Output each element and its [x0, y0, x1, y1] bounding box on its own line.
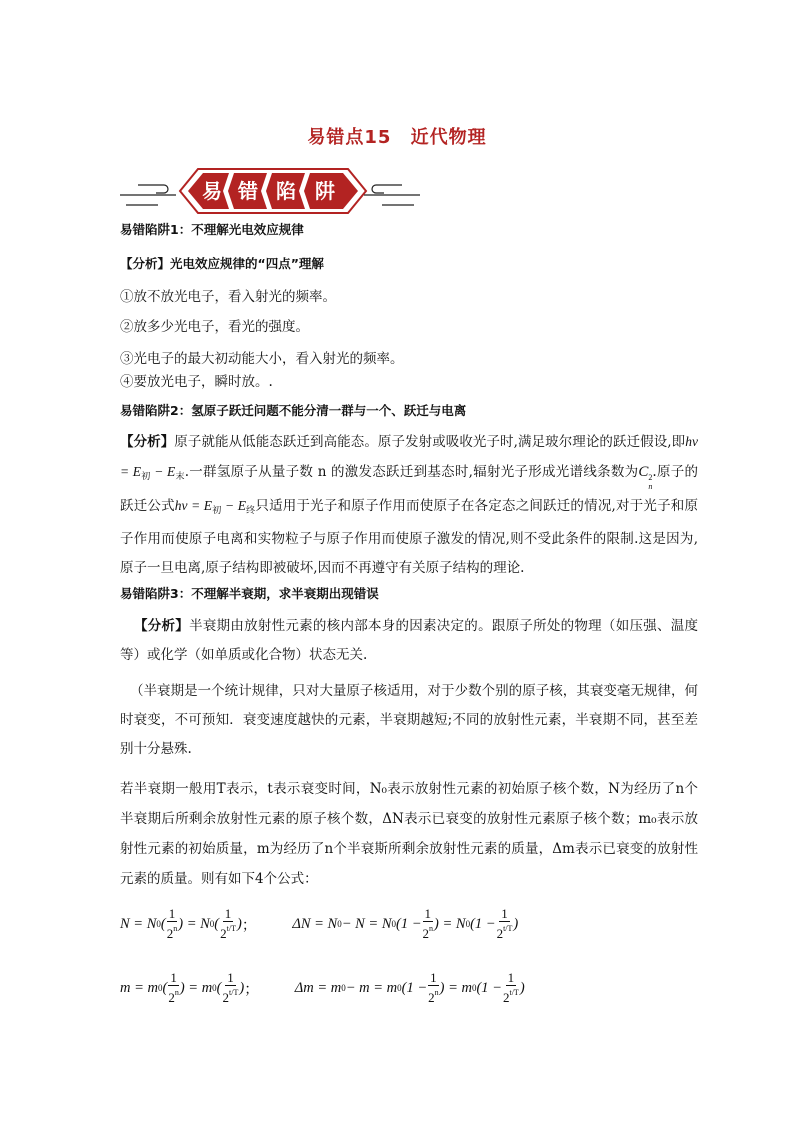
trap2-analysis-label: 【分析】: [120, 434, 175, 450]
formula-atom-count: N = N 0 ( $\frac{1}{2^n}$ ) = N 0 ( $\frac{1}{2^{t/T}}$ ) ； ΔN = N 0 − N = N 0 (1 − $\frac{1}{2^n}$ ) = N 0 (1 − $\frac{1}{2^{t/T}}$ ): [120, 906, 519, 941]
trap1-point-3: ③光电子的最大初动能大小，看入射光的频率。: [120, 351, 404, 367]
trap3-paragraph-2: （半衰期是一个统计规律，只对大量原子核适用，对于少数个别的原子核，其衰变毫无规律，何时衰变，不可预知．衰变速度越快的元素，半衰期越短;不同的放射性元素，半衰期不同，甚至差别十分悬殊.: [120, 683, 698, 757]
trap1-point-1: ①放不放光电子，看入射光的频率。: [120, 289, 336, 305]
trap2-formula-2: $h\nu = E_初 - E_终$: [174, 498, 256, 515]
formula-mass: m = m 0 ( $\frac{1}{2^n}$ ) = m 0 ( $\frac{1}{2^{t/T}}$ ) ； Δm = m 0 − m = m 0 (1 − $\frac{1}{2^n}$ ) = m 0 (1 − $\frac{1}{2^{t/T}}$ ): [120, 970, 525, 1005]
trap2-text-3: .一群氢原子从量子数 n 的激发态跃迁到基态时,辐射光子形成光谱线条数为: [184, 464, 639, 480]
trap1-heading: 易错陷阱1：不理解光电效应规律: [120, 222, 304, 237]
banner-char-1: 易: [202, 179, 222, 203]
trap2-text-2: 即: [671, 434, 686, 450]
title-topic: 近代物理: [410, 127, 487, 148]
banner-decoration-right: [364, 185, 420, 205]
trap3-analysis-label: 【分析】: [134, 618, 190, 634]
banner-char-2: 错: [238, 179, 258, 203]
trap-banner: [118, 163, 422, 221]
trap3-paragraph-3: 若半衰期一般用T表示，t表示衰变时间，N₀表示放射性元素的初始原子核个数，N为经历了n个半衰期后所剩余放射性元素的原子核个数，ΔN表示已衰变的放射性元素原子核个数；m₀表示放射性元素的初始质量，m为经历了n个半衰斯所剩余放射性元素的质量，Δm表示已衰变的放射性元素的质量。则有如下4个公式：: [120, 781, 698, 887]
banner-char-4: 阱: [315, 179, 335, 203]
trap3-paragraph-1: 【分析】半衰期由放射性元素的核内部本身的因素决定的。跟原子所处的物理（如压强、温度等）或化学（如单质或化合物）状态无关.: [120, 618, 699, 663]
trap1-point-2: ②放多少光电子，看光的强度。: [120, 319, 309, 335]
title-number: 易错点15: [307, 127, 392, 148]
trap2-text-4: .原子的跃迁公式: [120, 464, 698, 514]
trap2-combination: C 2 n: [638, 464, 653, 491]
trap2-text-5: 只适用于光子和原子作用而使原子在各定态之间跃迁的情况,对于光子和原子作用而使原子电离和实物粒子与原子作用而使原子激发的情况,则不受此条件的限制.这是因为,原子一旦电离,原子结构即被破坏,因而不再遵守有关原子结构的理论.: [120, 498, 698, 576]
trap2-text-1: 原子就能从低能态跃迁到高能态。原子发射或吸收光子时,满足玻尔理论的跃迁假设,: [174, 434, 672, 450]
trap2-heading: 易错陷阱2：氢原子跃迁问题不能分清一群与一个、跃迁与电离: [120, 403, 467, 418]
trap1-point-4: ④要放光电子，瞬时放。.: [120, 374, 273, 390]
trap3-heading: 易错陷阱3：不理解半衰期，求半衰期出现错误: [120, 586, 379, 601]
page-title: [0, 123, 794, 149]
banner-decoration-left: [120, 185, 176, 205]
trap1-analysis: 【分析】光电效应规律的“四点”理解: [120, 256, 324, 271]
trap2-analysis: [120, 427, 698, 583]
trap2-formula-1: $h\nu = E_初 - E_末$: [120, 434, 699, 481]
banner-char-3: 陷: [276, 179, 296, 203]
